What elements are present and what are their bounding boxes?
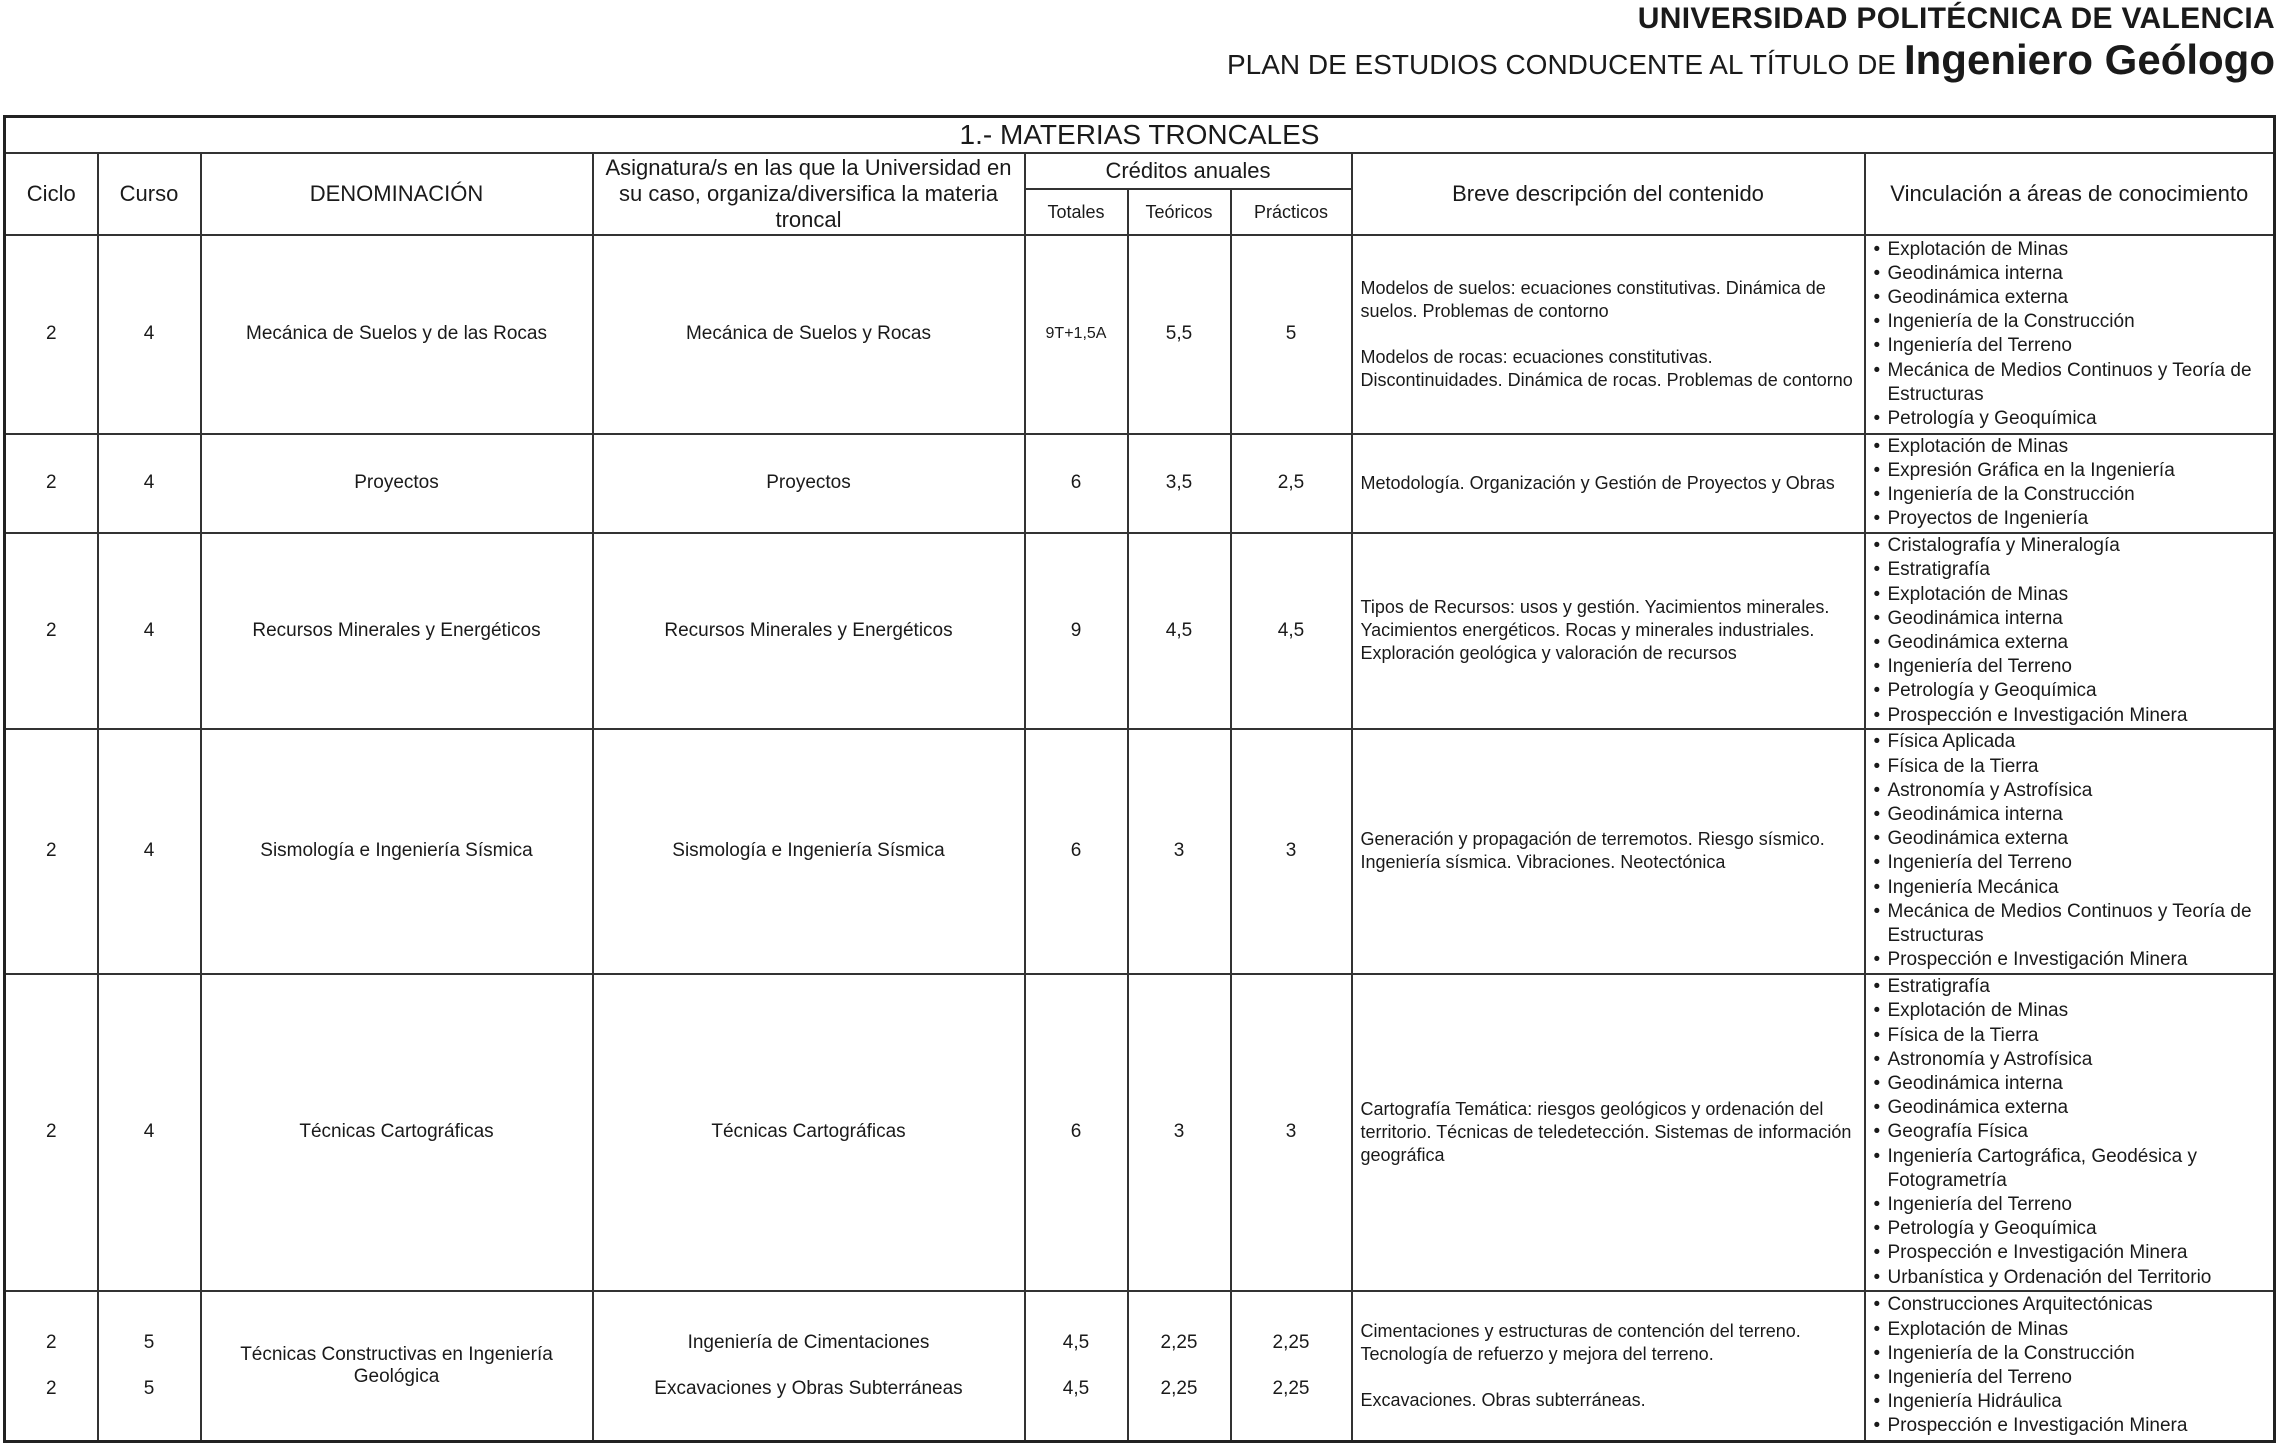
col-practicos: Prácticos [1231,189,1352,235]
table-row [5,974,2275,1291]
teoricos-cell: 3 [1128,974,1231,1291]
table-row [5,434,2275,533]
col-curso: Curso [98,153,201,235]
areas-list [1872,975,2268,1290]
totales-value: 4,5 [1062,1378,1090,1400]
header-row [5,153,2275,189]
list-item: • Explotación de Minas [1872,238,2268,262]
denominacion-cell: Mecánica de Suelos y de las Rocas [201,235,593,433]
teoricos-cell: 5,5 [1128,235,1231,433]
descripcion-cell [1352,533,1865,729]
ciclo-cell: 2 [5,533,98,729]
table-row [5,533,2275,729]
denominacion-cell: Sismología e Ingeniería Sísmica [201,729,593,974]
descripcion-text: Modelos de rocas: ecuaciones constitutivas. Discontinuidades. Dinámica de rocas. Problemas de contorno [1360,346,1853,390]
list-item: • Geodinámica interna [1872,803,2268,827]
curso-value: 5 [143,1378,155,1400]
list-item: • Astronomía y Astrofísica [1872,1048,2268,1072]
col-creditos: Créditos anuales [1025,153,1352,189]
ciclo-value: 2 [45,1332,57,1354]
totales-cell: 6 [1025,729,1128,974]
areas-list [1872,238,2268,432]
list-item: • Ingeniería del Terreno [1872,334,2268,358]
denominacion-cell: Técnicas Cartográficas [201,974,593,1291]
list-item: • Ingeniería del Terreno [1872,1193,2268,1217]
ciclo-cell: 2 [5,434,98,533]
list-item: • Petrología y Geoquímica [1872,407,2268,431]
areas-list [1872,435,2268,532]
curso-cell: 4 [98,235,201,433]
col-descripcion: Breve descripción del contenido [1352,153,1865,235]
asignatura-cell: Sismología e Ingeniería Sísmica [593,729,1025,974]
list-item: • Ingeniería de la Construcción [1872,310,2268,334]
teoricos-cell: 4,5 [1128,533,1231,729]
teoricos-cell: 3 [1128,729,1231,974]
col-totales: Totales [1025,189,1128,235]
degree-name: Ingeniero Geólogo [1903,36,2275,83]
list-item: • Física de la Tierra [1872,1024,2268,1048]
practicos-cell: 5 [1231,235,1352,433]
list-item: • Ingeniería de la Construcción [1872,483,2268,507]
ciclo-cell [5,1291,98,1441]
list-item: • Geodinámica externa [1872,827,2268,851]
descripcion-text: Cartografía Temática: riesgos geológicos y ordenación del territorio. Técnicas de teledetección. Sistemas de información geográfica [1360,1098,1852,1165]
curso-value: 5 [143,1332,155,1354]
curso-cell: 4 [98,974,201,1291]
list-item: • Construcciones Arquitectónicas [1872,1293,2268,1317]
areas-list [1872,1293,2268,1438]
table-row [5,1291,2275,1441]
areas-cell [1865,1291,2275,1441]
curso-cell: 4 [98,729,201,974]
teoricos-value: 2,25 [1160,1332,1198,1354]
totales-cell [1025,1291,1128,1441]
col-vinculacion: Vinculación a áreas de conocimiento [1865,153,2275,235]
asignatura-value: Ingeniería de Cimentaciones [687,1332,930,1354]
list-item: • Física Aplicada [1872,730,2268,754]
col-teoricos: Teóricos [1128,189,1231,235]
table-row [5,235,2275,433]
list-item: • Geodinámica interna [1872,1072,2268,1096]
list-item: • Geodinámica externa [1872,1096,2268,1120]
descripcion-cell [1352,434,1865,533]
list-item: • Ingeniería de la Construcción [1872,1342,2268,1366]
areas-cell [1865,235,2275,433]
list-item: • Ingeniería Mecánica [1872,876,2268,900]
teoricos-value: 2,25 [1160,1378,1198,1400]
list-item: • Ingeniería Hidráulica [1872,1390,2268,1414]
list-item: • Prospección e Investigación Minera [1872,704,2268,728]
descripcion-text: Excavaciones. Obras subterráneas. [1360,1390,1646,1411]
practicos-cell: 4,5 [1231,533,1352,729]
list-item: • Estratigrafía [1872,975,2268,999]
practicos-cell: 3 [1231,729,1352,974]
asignatura-cell: Mecánica de Suelos y Rocas [593,235,1025,433]
list-item: • Estratigrafía [1872,558,2268,582]
denominacion-cell: Proyectos [201,434,593,533]
ciclo-cell: 2 [5,974,98,1291]
list-item: • Mecánica de Medios Continuos y Teoría de Estructuras [1872,900,2268,948]
areas-cell [1865,434,2275,533]
teoricos-cell: 3,5 [1128,434,1231,533]
practicos-cell: 3 [1231,974,1352,1291]
totales-cell: 6 [1025,974,1128,1291]
col-denominacion: DENOMINACIÓN [201,153,593,235]
descripcion-text: Modelos de suelos: ecuaciones constitutivas. Dinámica de suelos. Problemas de contorno [1360,277,1826,321]
table-title: 1.- MATERIAS TRONCALES [5,117,2275,154]
materias-troncales-table [3,115,2276,1443]
areas-cell [1865,729,2275,974]
curso-cell: 4 [98,533,201,729]
descripcion-text: Tipos de Recursos: usos y gestión. Yacimientos minerales. Yacimientos energéticos. Rocas y minerales industriales. Exploración geológica y valoración de recursos [1360,597,1830,664]
asignatura-cell: Técnicas Cartográficas [593,974,1025,1291]
col-ciclo: Ciclo [5,153,98,235]
plan-prefix: PLAN DE ESTUDIOS CONDUCENTE AL TÍTULO DE [1226,49,1896,80]
areas-cell [1865,533,2275,729]
list-item: • Ingeniería del Terreno [1872,655,2268,679]
descripcion-cell [1352,235,1865,433]
university-name: UNIVERSIDAD POLITÉCNICA DE VALENCIA [1637,2,2275,35]
list-item: • Petrología y Geoquímica [1872,679,2268,703]
list-item: • Explotación de Minas [1872,583,2268,607]
denominacion-cell: Técnicas Constructivas en Ingeniería Geológica [201,1291,593,1441]
list-item: • Proyectos de Ingeniería [1872,507,2268,531]
list-item: • Expresión Gráfica en la Ingeniería [1872,459,2268,483]
areas-list [1872,730,2268,972]
descripcion-text: Metodología. Organización y Gestión de Proyectos y Obras [1360,472,1835,493]
totales-cell: 9 [1025,533,1128,729]
totales-cell: 9T+1,5A [1025,235,1128,433]
asignatura-cell: Recursos Minerales y Energéticos [593,533,1025,729]
plan-title [1227,36,2275,84]
practicos-cell: 2,5 [1231,434,1352,533]
list-item: • Prospección e Investigación Minera [1872,1414,2268,1438]
practicos-cell [1231,1291,1352,1441]
ciclo-cell: 2 [5,729,98,974]
table-row [5,729,2275,974]
teoricos-cell [1128,1291,1231,1441]
ciclo-value: 2 [45,1378,57,1400]
denominacion-cell: Recursos Minerales y Energéticos [201,533,593,729]
list-item: • Prospección e Investigación Minera [1872,1241,2268,1265]
descripcion-cell [1352,974,1865,1291]
asignatura-cell: Proyectos [593,434,1025,533]
list-item: • Ingeniería del Terreno [1872,851,2268,875]
ciclo-cell: 2 [5,235,98,433]
asignatura-value: Excavaciones y Obras Subterráneas [654,1378,963,1400]
asignatura-cell [593,1291,1025,1441]
list-item: • Mecánica de Medios Continuos y Teoría de Estructuras [1872,359,2268,407]
practicos-value: 2,25 [1272,1378,1310,1400]
list-item: • Geodinámica externa [1872,631,2268,655]
list-item: • Explotación de Minas [1872,1318,2268,1342]
list-item: • Ingeniería del Terreno [1872,1366,2268,1390]
descripcion-cell [1352,1291,1865,1441]
totales-cell: 6 [1025,434,1128,533]
list-item: • Ingeniería Cartográfica, Geodésica y Fotogrametría [1872,1145,2268,1193]
descripcion-cell [1352,729,1865,974]
list-item: • Geografía Física [1872,1120,2268,1144]
areas-list [1872,534,2268,728]
list-item: • Prospección e Investigación Minera [1872,948,2268,972]
list-item: • Urbanística y Ordenación del Territorio [1872,1266,2268,1290]
descripcion-text: Cimentaciones y estructuras de contención del terreno. Tecnología de refuerzo y mejora del terreno. [1360,1321,1801,1365]
practicos-value: 2,25 [1272,1332,1310,1354]
list-item: • Geodinámica interna [1872,607,2268,631]
list-item: • Explotación de Minas [1872,999,2268,1023]
descripcion-text: Generación y propagación de terremotos. Riesgo sísmico. Ingeniería sísmica. Vibraciones. Neotectónica [1360,829,1825,873]
list-item: • Geodinámica externa [1872,286,2268,310]
totales-value: 4,5 [1062,1332,1090,1354]
list-item: • Astronomía y Astrofísica [1872,779,2268,803]
list-item: • Explotación de Minas [1872,435,2268,459]
list-item: • Petrología y Geoquímica [1872,1217,2268,1241]
curso-cell [98,1291,201,1441]
table-title-row [5,117,2275,154]
list-item: • Cristalografía y Mineralogía [1872,534,2268,558]
list-item: • Física de la Tierra [1872,755,2268,779]
list-item: • Geodinámica interna [1872,262,2268,286]
curso-cell: 4 [98,434,201,533]
areas-cell [1865,974,2275,1291]
col-asignaturas: Asignatura/s en las que la Universidad en su caso, organiza/diversifica la materia troncal [593,153,1025,235]
